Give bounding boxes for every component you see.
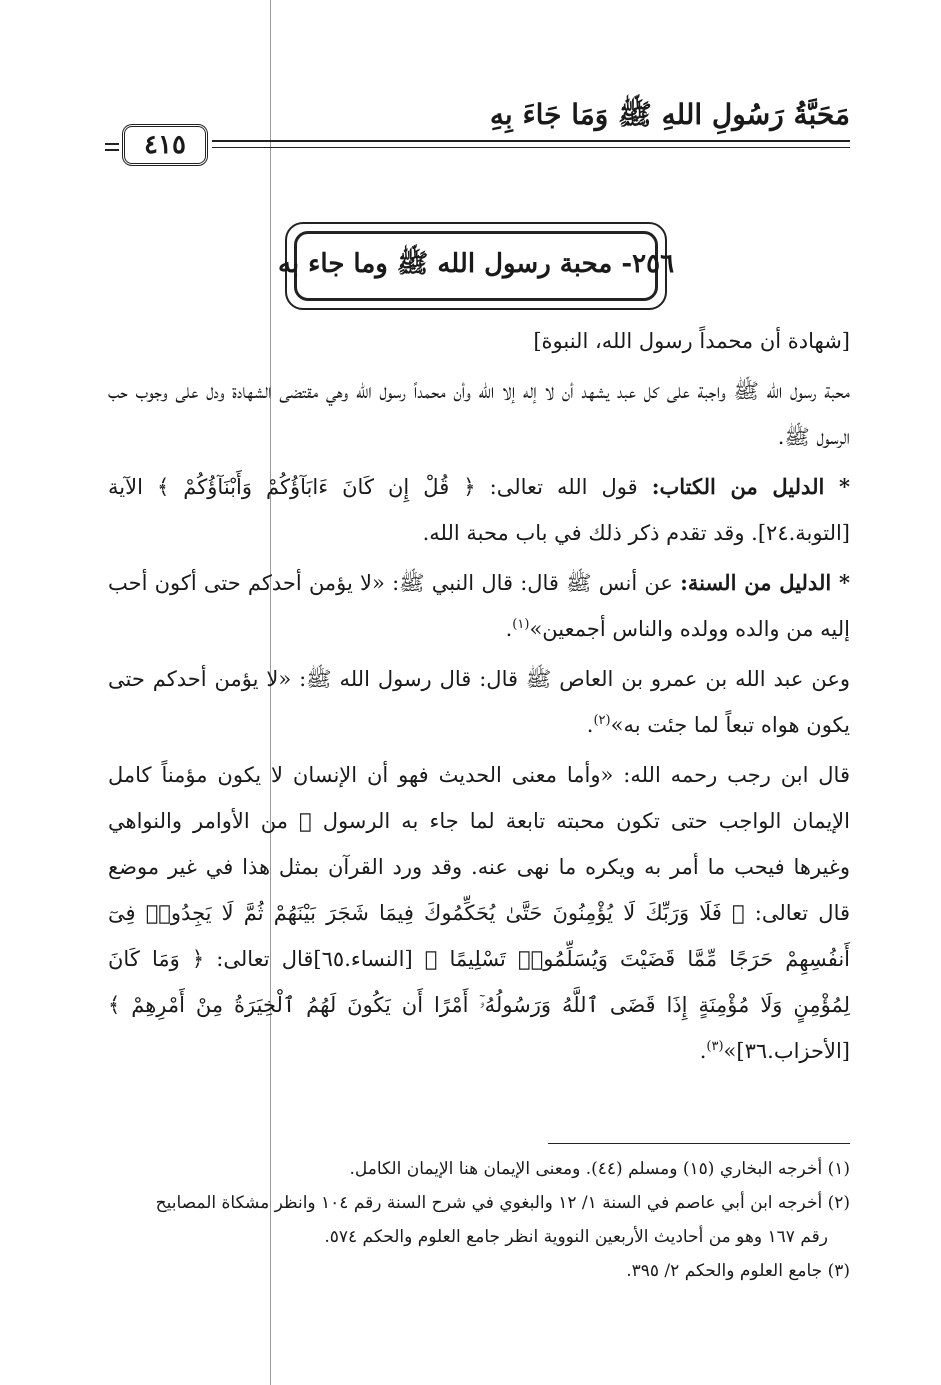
hadith-paragraph: وعن عبد الله بن عمرو بن العاص ﷺ قال: قال رسول الله ﷺ: «لا يؤمن أحدكم حتى يكون هواه تبعاً لما جئت به»$^{(٢)}$. xyxy=(108,667,850,737)
quran-evidence-text: قول الله تعالى: ﴿ قُلْ إِن كَانَ ءَابَآؤُكُمْ وَأَبْنَآؤُكُمْ ﴾ الآية [التوبة.٢٤]. وقد تقدم ذكر ذلك في باب محبة الله. xyxy=(108,475,850,545)
sunnah-evidence-text: عن أنس ﷺ قال: قال النبي ﷺ: «لا يؤمن أحدكم حتى أكون أحب إليه من والده وولده والناس أجمعين» xyxy=(108,571,850,641)
header-rule-thin xyxy=(212,147,850,148)
main-text xyxy=(108,318,850,1078)
page-number: ٤١٥ xyxy=(122,124,208,166)
topic-tags: [شهادة أن محمداً رسول الله، النبوة] xyxy=(533,329,850,353)
page-header xyxy=(100,90,850,180)
sunnah-evidence-heading: * الدليل من السنة: xyxy=(680,570,851,595)
chapter-title: ٢٥٦- محبة رسول الله ﷺ وما جاء به xyxy=(294,231,658,301)
footnote-separator xyxy=(548,1143,850,1144)
intro-paragraph: محبة رسول الله ﷺ واجبة على كل عبد يشهد أن لا إله إلا الله وأن محمداً رسول الله وهي مقتضى الشهادة ودل على وجوب حب الرسول ﷺ. xyxy=(108,379,850,449)
running-title: مَحَبَّةُ رَسُولِ اللهِ ﷺ وَمَا جَاءَ بِهِ xyxy=(489,98,850,131)
footnote-2: (٢) أخرجه ابن أبي عاصم في السنة ١/ ١٢ والبغوي في شرح السنة رقم ١٠٤ وانظر مشكاة المصابيح xyxy=(155,1193,850,1213)
footnote-2-continued: رقم ١٦٧ وهو من أحاديث الأربعين النووية انظر جامع العلوم والحكم ٥٧٤. xyxy=(324,1227,828,1247)
chapter-title-frame xyxy=(277,222,675,310)
footnotes xyxy=(108,1152,850,1288)
footnote-ref-2: (٢) xyxy=(593,713,611,728)
quran-evidence-paragraph xyxy=(108,464,850,556)
sunnah-evidence-paragraph: * الدليل من السنة: عن أنس ﷺ قال: قال النبي ﷺ: «لا يؤمن أحدكم حتى أكون أحب إليه من والده وولده والناس أجمعين»$^{(١)}$. xyxy=(108,570,851,641)
footnote-1: (١) أخرجه البخاري (١٥) ومسلم (٤٤). ومعنى الإيمان هنا الإيمان الكامل. xyxy=(349,1159,850,1179)
ibn-rajab-text: قال ابن رجب رحمه الله: «وأما معنى الحديث فهو أن الإنسان لا يكون مؤمناً كامل الإيمان الواجب حتى تكون محبته تابعة لما جاء به الرسول ﷺ من الأوامر والنواهي وغيرها فيحب ما أمر به ويكره ما نهى عنه. وقد ورد القرآن بمثل هذا في غير موضع قال تعالى: ﴿ فَلَا وَرَبِّكَ لَا يُؤْمِنُونَ حَتَّىٰ يُحَكِّمُوكَ فِيمَا شَجَرَ بَيْنَهُمْ ثُمَّ لَا يَجِدُوا۟ فِىٓ أَنفُسِهِمْ حَرَجًا مِّمَّا قَضَيْتَ وَيُسَلِّمُوا۟ تَسْلِيمًا ﴾ [النساء.٦٥]قال تعالى: ﴿ وَمَا كَانَ لِمُؤْمِنٍ وَلَا مُؤْمِنَةٍ إِذَا قَضَى ٱللَّهُ وَرَسُولُهُۥٓ أَمْرًا أَن يَكُونَ لَهُمُ ٱلْخِيَرَةُ مِنْ أَمْرِهِمْ ﴾ [الأحزاب.٣٦]» xyxy=(108,763,850,1063)
header-rule xyxy=(212,140,850,142)
footnote-ref-1: (١) xyxy=(512,617,530,632)
footnote-3: (٣) جامع العلوم والحكم ٢/ ٣٩٥. xyxy=(626,1261,850,1281)
quran-evidence-heading: * الدليل من الكتاب: xyxy=(651,474,850,499)
footnote-ref-3: (٣) xyxy=(706,1039,724,1054)
hadith-text: وعن عبد الله بن عمرو بن العاص ﷺ قال: قال رسول الله ﷺ: «لا يؤمن أحدكم حتى يكون هواه تبعاً لما جئت به» xyxy=(108,667,850,737)
ibn-rajab-paragraph: قال ابن رجب رحمه الله: «وأما معنى الحديث فهو أن الإنسان لا يكون مؤمناً كامل الإيمان الواجب حتى تكون محبته تابعة لما جاء به الرسول ﷺ من الأوامر والنواهي وغيرها فيحب ما أمر به ويكره ما نهى عنه. وقد ورد القرآن بمثل هذا في غير موضع قال تعالى: ﴿ فَلَا وَرَبِّكَ لَا يُؤْمِنُونَ حَتَّىٰ يُحَكِّمُوكَ فِيمَا شَجَرَ بَيْنَهُمْ ثُمَّ لَا يَجِدُوا۟ فِىٓ أَنفُسِهِمْ حَرَجًا مِّمَّا قَضَيْتَ وَيُسَلِّمُوا۟ تَسْلِيمًا ﴾ [النساء.٦٥]قال تعالى: ﴿ وَمَا كَانَ لِمُؤْمِنٍ وَلَا مُؤْمِنَةٍ إِذَا قَضَى ٱللَّهُ وَرَسُولُهُۥٓ أَمْرًا أَن يَكُونَ لَهُمُ ٱلْخِيَرَةُ مِنْ أَمْرِهِمْ ﴾ [الأحزاب.٣٦]»$^{(٣)}$. xyxy=(108,763,850,1063)
